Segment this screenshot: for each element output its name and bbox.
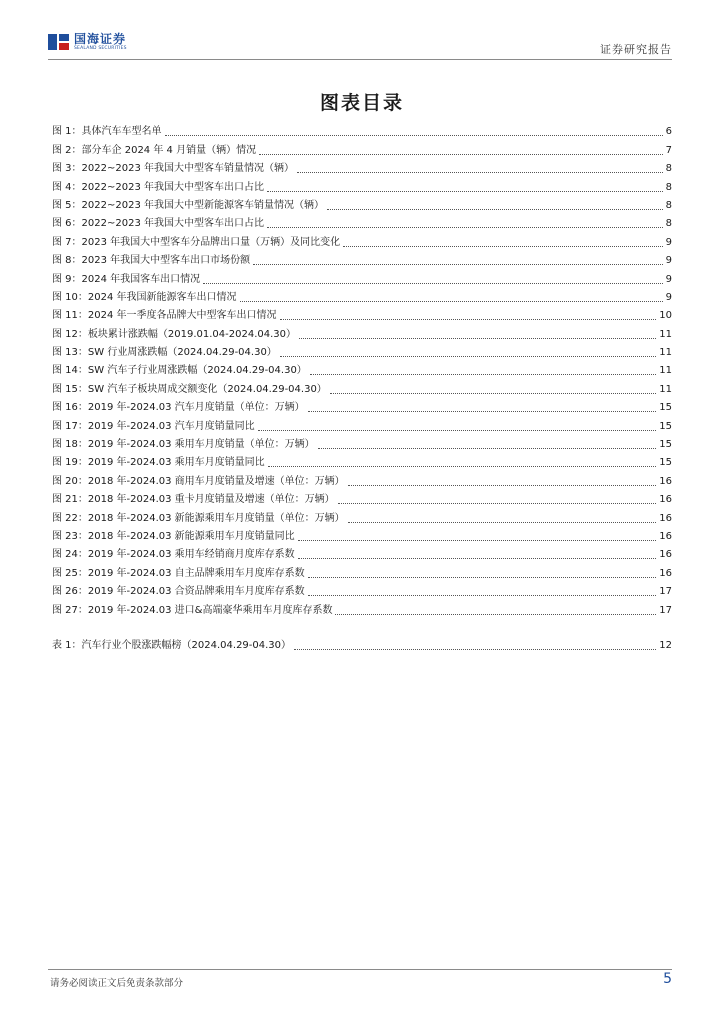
entry-page-number: 6 xyxy=(665,126,672,138)
toc-figure-entry[interactable] xyxy=(52,507,672,525)
dot-leader xyxy=(268,465,657,467)
dot-leader xyxy=(267,226,663,228)
entry-page-number: 11 xyxy=(659,383,672,395)
logo-mark-icon xyxy=(48,32,70,52)
entry-page-number: 8 xyxy=(665,199,672,211)
toc-figure-entry[interactable] xyxy=(52,470,672,488)
entry-page-number: 16 xyxy=(659,512,672,524)
toc-figure-entry[interactable] xyxy=(52,231,672,249)
toc-figure-entry[interactable] xyxy=(52,599,672,617)
entry-label: 图 1：具体汽车车型名单 xyxy=(52,126,162,138)
entry-page-number: 10 xyxy=(659,310,672,322)
entry-page-number: 9 xyxy=(665,291,672,303)
toc-figure-entry[interactable] xyxy=(52,323,672,341)
entry-label: 图 17：2019 年-2024.03 汽车月度销量同比 xyxy=(52,420,255,432)
entry-label: 图 16：2019 年-2024.03 汽车月度销量（单位：万辆） xyxy=(52,402,305,414)
entry-page-number: 8 xyxy=(665,181,672,193)
entry-label: 图 4：2022~2023 年我国大中型客车出口占比 xyxy=(52,181,264,193)
entry-page-number: 16 xyxy=(659,549,672,561)
entry-page-number: 16 xyxy=(659,494,672,506)
toc-figure-entry[interactable] xyxy=(52,581,672,599)
entry-page-number: 15 xyxy=(659,420,672,432)
toc-figure-entry[interactable] xyxy=(52,250,672,268)
toc-figure-entry[interactable] xyxy=(52,378,672,396)
dot-leader xyxy=(297,171,663,173)
dot-leader xyxy=(259,153,663,155)
entry-page-number: 8 xyxy=(665,218,672,230)
report-type: 证券研究报告 xyxy=(600,43,672,56)
entry-label: 图 23：2018 年-2024.03 新能源乘用车月度销量同比 xyxy=(52,530,295,542)
entry-label: 图 8：2023 年我国大中型客车出口市场份额 xyxy=(52,255,251,267)
entry-page-number: 16 xyxy=(659,567,672,579)
dot-leader xyxy=(298,557,657,559)
toc-figure-entry[interactable] xyxy=(52,434,672,452)
toc-figure-entry[interactable] xyxy=(52,121,672,139)
dot-leader xyxy=(348,521,657,523)
entry-label: 图 10：2024 年我国新能源客车出口情况 xyxy=(52,291,237,303)
entry-label: 表 1：汽车行业个股涨跌幅榜（2024.04.29-04.30） xyxy=(52,639,292,651)
table-list xyxy=(52,635,672,653)
dot-leader xyxy=(203,282,662,284)
toc-figure-entry[interactable] xyxy=(52,176,672,194)
entry-page-number: 11 xyxy=(659,328,672,340)
toc-figure-entry[interactable] xyxy=(52,397,672,415)
entry-page-number: 9 xyxy=(665,273,672,285)
toc-figure-entry[interactable] xyxy=(52,489,672,507)
toc-figure-entry[interactable] xyxy=(52,342,672,360)
entry-label: 图 26：2019 年-2024.03 合资品牌乘用车月度库存系数 xyxy=(52,586,305,598)
entry-label: 图 25：2019 年-2024.03 自主品牌乘用车月度库存系数 xyxy=(52,567,305,579)
entry-page-number: 9 xyxy=(665,255,672,267)
entry-label: 图 5：2022~2023 年我国大中型新能源客车销量情况（辆） xyxy=(52,199,324,211)
toc-figure-entry[interactable] xyxy=(52,305,672,323)
entry-page-number: 17 xyxy=(659,604,672,616)
dot-leader xyxy=(318,447,657,449)
list-spacer xyxy=(52,618,672,635)
header-divider xyxy=(48,59,672,60)
dot-leader xyxy=(308,410,657,412)
entry-page-number: 16 xyxy=(659,475,672,487)
toc-figure-entry[interactable] xyxy=(52,195,672,213)
entry-page-number: 11 xyxy=(659,365,672,377)
entry-label: 图 2：部分车企 2024 年 4 月销量（辆）情况 xyxy=(52,144,257,156)
dot-leader xyxy=(280,318,657,320)
entry-label: 图 20：2018 年-2024.03 商用车月度销量及增速（单位：万辆） xyxy=(52,475,345,487)
entry-label: 图 18：2019 年-2024.03 乘用车月度销量（单位：万辆） xyxy=(52,439,315,451)
entry-label: 图 19：2019 年-2024.03 乘用车月度销量同比 xyxy=(52,457,265,469)
toc-figure-entry[interactable] xyxy=(52,452,672,470)
dot-leader xyxy=(310,373,656,375)
dot-leader xyxy=(335,613,656,615)
entry-label: 图 22：2018 年-2024.03 新能源乘用车月度销量（单位：万辆） xyxy=(52,512,345,524)
toc-table-entry[interactable] xyxy=(52,635,672,653)
dot-leader xyxy=(258,429,657,431)
entry-page-number: 9 xyxy=(665,236,672,248)
entry-page-number: 15 xyxy=(659,402,672,414)
entry-label: 图 27：2019 年-2024.03 进口&高端豪华乘用车月度库存系数 xyxy=(52,604,333,616)
entry-label: 图 13：SW 行业周涨跌幅（2024.04.29-04.30） xyxy=(52,347,277,359)
page-title: 图表目录 xyxy=(319,92,404,114)
entry-label: 图 12：板块累计涨跌幅（2019.01.04-2024.04.30） xyxy=(52,328,297,340)
toc-figure-entry[interactable] xyxy=(52,415,672,433)
toc-figure-entry[interactable] xyxy=(52,526,672,544)
toc-figure-entry[interactable] xyxy=(52,360,672,378)
figure-list xyxy=(52,121,672,618)
dot-leader xyxy=(280,355,656,357)
entry-page-number: 15 xyxy=(659,457,672,469)
dot-leader xyxy=(308,576,657,578)
company-logo xyxy=(48,32,127,52)
dot-leader xyxy=(343,245,662,247)
entry-page-number: 17 xyxy=(659,586,672,598)
footer-disclaimer: 请务必阅读正文后免责条款部分 xyxy=(50,978,184,989)
dot-leader xyxy=(294,648,656,650)
toc-figure-entry[interactable] xyxy=(52,268,672,286)
toc-figure-entry[interactable] xyxy=(52,544,672,562)
table-of-figures xyxy=(52,121,672,653)
entry-label: 图 14：SW 汽车子行业周涨跌幅（2024.04.29-04.30） xyxy=(52,365,307,377)
entry-label: 图 3：2022~2023 年我国大中型客车销量情况（辆） xyxy=(52,163,294,175)
entry-page-number: 16 xyxy=(659,530,672,542)
page-header xyxy=(48,32,672,58)
entry-label: 图 21：2018 年-2024.03 重卡月度销量及增速（单位：万辆） xyxy=(52,494,335,506)
entry-page-number: 7 xyxy=(665,144,672,156)
dot-leader xyxy=(267,190,663,192)
dot-leader xyxy=(253,263,662,265)
entry-label: 图 9：2024 年我国客车出口情况 xyxy=(52,273,201,285)
dot-leader xyxy=(308,594,657,596)
entry-label: 图 7：2023 年我国大中型客车分品牌出口量（万辆）及同比变化 xyxy=(52,236,341,248)
dot-leader xyxy=(338,502,657,504)
dot-leader xyxy=(348,484,657,486)
footer-divider xyxy=(48,969,672,970)
entry-page-number: 11 xyxy=(659,347,672,359)
entry-label: 图 11：2024 年一季度各品牌大中型客车出口情况 xyxy=(52,310,277,322)
entry-label: 图 15：SW 汽车子板块周成交额变化（2024.04.29-04.30） xyxy=(52,383,327,395)
page-number: 5 xyxy=(663,971,672,987)
toc-figure-entry[interactable] xyxy=(52,213,672,231)
dot-leader xyxy=(299,337,656,339)
logo-name-cn: 国海证券 xyxy=(74,31,127,46)
dot-leader xyxy=(298,539,657,541)
dot-leader xyxy=(240,300,663,302)
entry-page-number: 12 xyxy=(659,639,672,651)
entry-page-number: 8 xyxy=(665,163,672,175)
entry-label: 图 24：2019 年-2024.03 乘用车经销商月度库存系数 xyxy=(52,549,295,561)
dot-leader xyxy=(330,392,656,394)
toc-figure-entry[interactable] xyxy=(52,562,672,580)
toc-figure-entry[interactable] xyxy=(52,287,672,305)
dot-leader xyxy=(165,134,663,136)
toc-figure-entry[interactable] xyxy=(52,139,672,157)
entry-page-number: 15 xyxy=(659,439,672,451)
dot-leader xyxy=(327,208,663,210)
toc-figure-entry[interactable] xyxy=(52,158,672,176)
logo-name-en: SEALAND SECURITIES xyxy=(74,45,127,51)
entry-label: 图 6：2022~2023 年我国大中型客车出口占比 xyxy=(52,218,264,230)
